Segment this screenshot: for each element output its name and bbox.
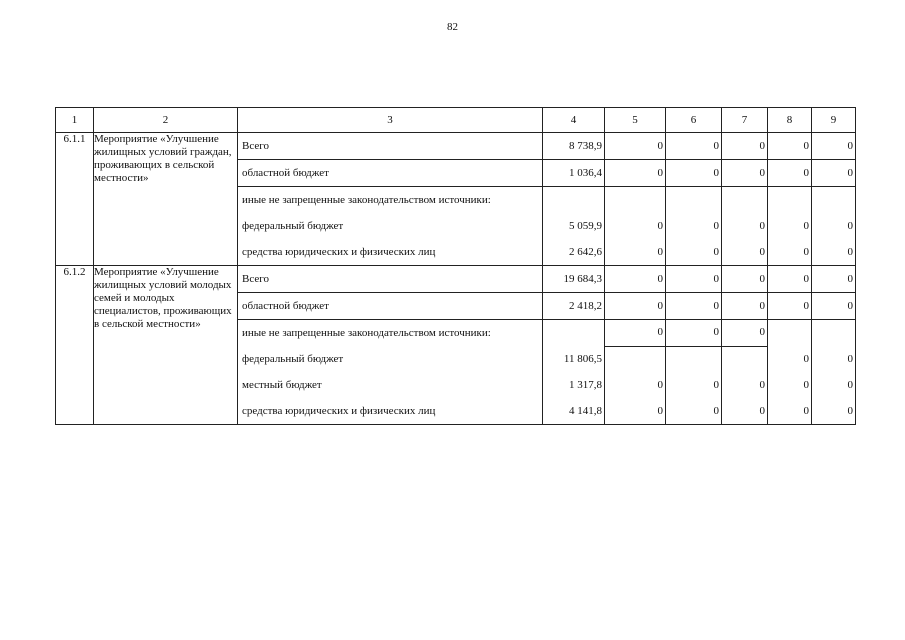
value-cell: 0: [812, 160, 856, 187]
value-cell: 0: [666, 239, 722, 266]
source-label: областной бюджет: [238, 293, 543, 320]
column-header: 3: [238, 108, 543, 133]
value-cell: 0: [768, 266, 812, 293]
value-cell: 0: [605, 133, 666, 160]
value-cell: 2 418,2: [543, 293, 605, 320]
value-cell: 0: [722, 239, 768, 266]
value-cell: 0: [666, 398, 722, 425]
source-label: областной бюджет: [238, 160, 543, 187]
source-label: федеральный бюджет: [238, 346, 543, 372]
value-cell: 0: [605, 320, 666, 347]
value-cell: 0: [666, 266, 722, 293]
column-header: 7: [722, 108, 768, 133]
value-cell: 4 141,8: [543, 398, 605, 425]
table-row: [56, 266, 856, 293]
page-number: 82: [447, 21, 458, 33]
value-cell: [768, 187, 812, 214]
value-cell: 0: [722, 160, 768, 187]
value-cell: 0: [722, 398, 768, 425]
value-cell: 0: [605, 239, 666, 266]
value-cell: 0: [722, 213, 768, 239]
value-cell: 0: [605, 398, 666, 425]
value-cell: 0: [812, 213, 856, 239]
measure-name: Мероприятие «Улучшение жилищных условий граждан, проживающих в сельской местности»: [94, 133, 238, 266]
value-cell: 0: [605, 266, 666, 293]
value-cell: 0: [666, 213, 722, 239]
value-cell: 0: [768, 160, 812, 187]
value-cell: 0: [812, 239, 856, 266]
value-cell: 0: [812, 398, 856, 425]
value-cell: 0: [722, 293, 768, 320]
value-cell: 0: [812, 293, 856, 320]
value-cell: [722, 346, 768, 372]
value-cell: 0: [768, 372, 812, 398]
column-header: 9: [812, 108, 856, 133]
value-cell: [543, 320, 605, 347]
table-row: [56, 133, 856, 160]
source-label: местный бюджет: [238, 372, 543, 398]
value-cell: [722, 187, 768, 214]
value-cell: 19 684,3: [543, 266, 605, 293]
budget-table: [55, 107, 856, 425]
column-header: 4: [543, 108, 605, 133]
value-cell: [666, 187, 722, 214]
value-cell: 0: [768, 213, 812, 239]
source-label: иные не запрещенные законодательством источники:: [238, 320, 543, 347]
value-cell: 0: [812, 133, 856, 160]
value-cell: 0: [666, 372, 722, 398]
column-header: 1: [56, 108, 94, 133]
value-cell: 0: [666, 160, 722, 187]
column-header: 8: [768, 108, 812, 133]
value-cell: 0: [722, 133, 768, 160]
source-label: Всего: [238, 266, 543, 293]
source-label: Всего: [238, 133, 543, 160]
column-header: 2: [94, 108, 238, 133]
value-cell: 0: [722, 266, 768, 293]
value-cell: 8 738,9: [543, 133, 605, 160]
value-cell: [666, 346, 722, 372]
value-cell: 0: [605, 160, 666, 187]
value-cell: 11 806,5: [543, 346, 605, 372]
value-cell: 0: [812, 346, 856, 372]
value-cell: 5 059,9: [543, 213, 605, 239]
value-cell: 0: [768, 239, 812, 266]
source-label: иные не запрещенные законодательством источники:: [238, 187, 543, 214]
source-label: федеральный бюджет: [238, 213, 543, 239]
value-cell: 1 317,8: [543, 372, 605, 398]
measure-code: 6.1.1: [56, 133, 94, 266]
column-header: 6: [666, 108, 722, 133]
value-cell: 0: [722, 320, 768, 347]
value-cell: 0: [768, 398, 812, 425]
value-cell: 0: [768, 133, 812, 160]
value-cell: 0: [812, 266, 856, 293]
value-cell: 0: [605, 213, 666, 239]
source-label: средства юридических и физических лиц: [238, 398, 543, 425]
measure-code: 6.1.2: [56, 266, 94, 425]
value-cell: [543, 187, 605, 214]
value-cell: 0: [605, 372, 666, 398]
value-cell: 0: [666, 133, 722, 160]
value-cell: 0: [666, 320, 722, 347]
value-cell: 1 036,4: [543, 160, 605, 187]
value-cell: [812, 187, 856, 214]
column-header: 5: [605, 108, 666, 133]
value-cell: 0: [605, 293, 666, 320]
value-cell: [605, 187, 666, 214]
value-cell: [768, 320, 812, 347]
value-cell: 0: [812, 372, 856, 398]
value-cell: [605, 346, 666, 372]
value-cell: [812, 320, 856, 347]
value-cell: 0: [666, 293, 722, 320]
value-cell: 2 642,6: [543, 239, 605, 266]
value-cell: 0: [768, 293, 812, 320]
header-row: [56, 108, 856, 133]
source-label: средства юридических и физических лиц: [238, 239, 543, 266]
value-cell: 0: [768, 346, 812, 372]
measure-name: Мероприятие «Улучшение жилищных условий молодых семей и молодых специалистов, проживающих в сельской местности»: [94, 266, 238, 425]
value-cell: 0: [722, 372, 768, 398]
